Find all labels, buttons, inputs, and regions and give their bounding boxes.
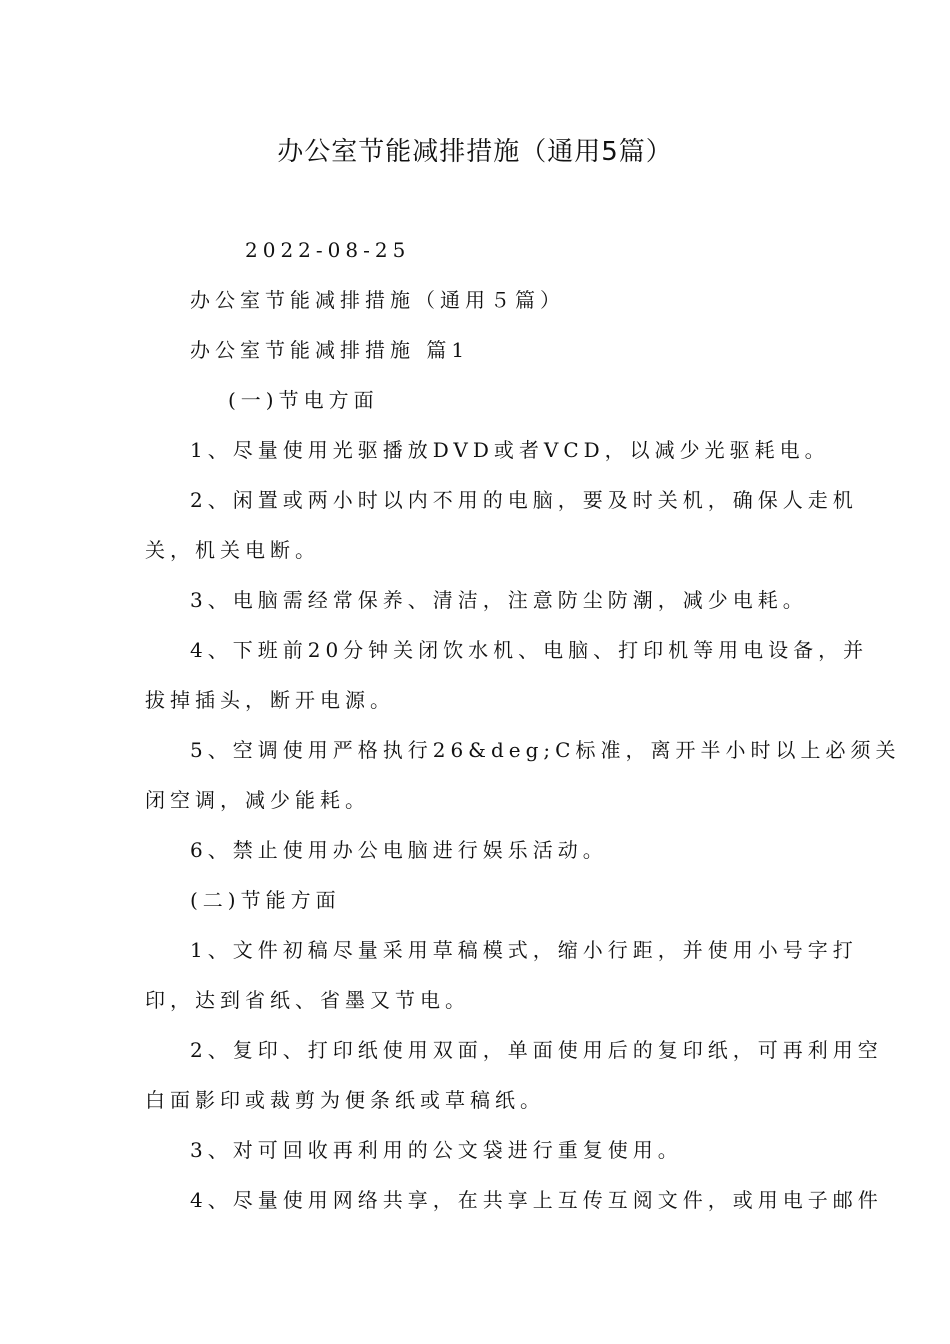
power-item-1: 1、尽量使用光驱播放DVD或者VCD，以减少光驱耗电。 [190,438,830,462]
power-item-2-line-1: 2、闲置或两小时以内不用的电脑，要及时关机，确保人走机 [190,488,858,512]
energy-item-4-line-1: 4、尽量使用网络共享，在共享上互传互阅文件，或用电子邮件 [190,1188,883,1212]
power-item-4-line-1: 4、下班前20分钟关闭饮水机、电脑、打印机等用电设备，并 [190,638,869,662]
energy-item-1-line-2: 印，达到省纸、省墨又节电。 [145,988,470,1012]
section-heading-energy: (二)节能方面 [190,888,341,912]
power-item-3: 3、电脑需经常保养、清洁，注意防尘防潮，减少电耗。 [190,588,808,612]
energy-item-3: 3、对可回收再利用的公文袋进行重复使用。 [190,1138,683,1162]
document-title: 办公室节能减排措施（通用5篇） [277,137,673,167]
energy-item-2-line-1: 2、复印、打印纸使用双面，单面使用后的复印纸，可再利用空 [190,1038,883,1062]
article-heading: 办公室节能减排措施 篇1 [190,338,470,362]
power-item-6: 6、禁止使用办公电脑进行娱乐活动。 [190,838,608,862]
section-heading-power: (一)节电方面 [228,388,379,412]
energy-item-1-line-1: 1、文件初稿尽量采用草稿模式，缩小行距，并使用小号字打 [190,938,858,962]
document-date: 2022-08-25 [245,238,411,262]
power-item-2-line-2: 关，机关电断。 [145,538,320,562]
power-item-4-line-2: 拔掉插头，断开电源。 [145,688,395,712]
power-item-5-line-1: 5、空调使用严格执行26&deg;C标准，离开半小时以上必须关 [190,738,901,762]
power-item-5-line-2: 闭空调，减少能耗。 [145,788,370,812]
document-subtitle: 办公室节能减排措施（通用５篇） [190,288,565,312]
energy-item-2-line-2: 白面影印或裁剪为便条纸或草稿纸。 [145,1088,545,1112]
